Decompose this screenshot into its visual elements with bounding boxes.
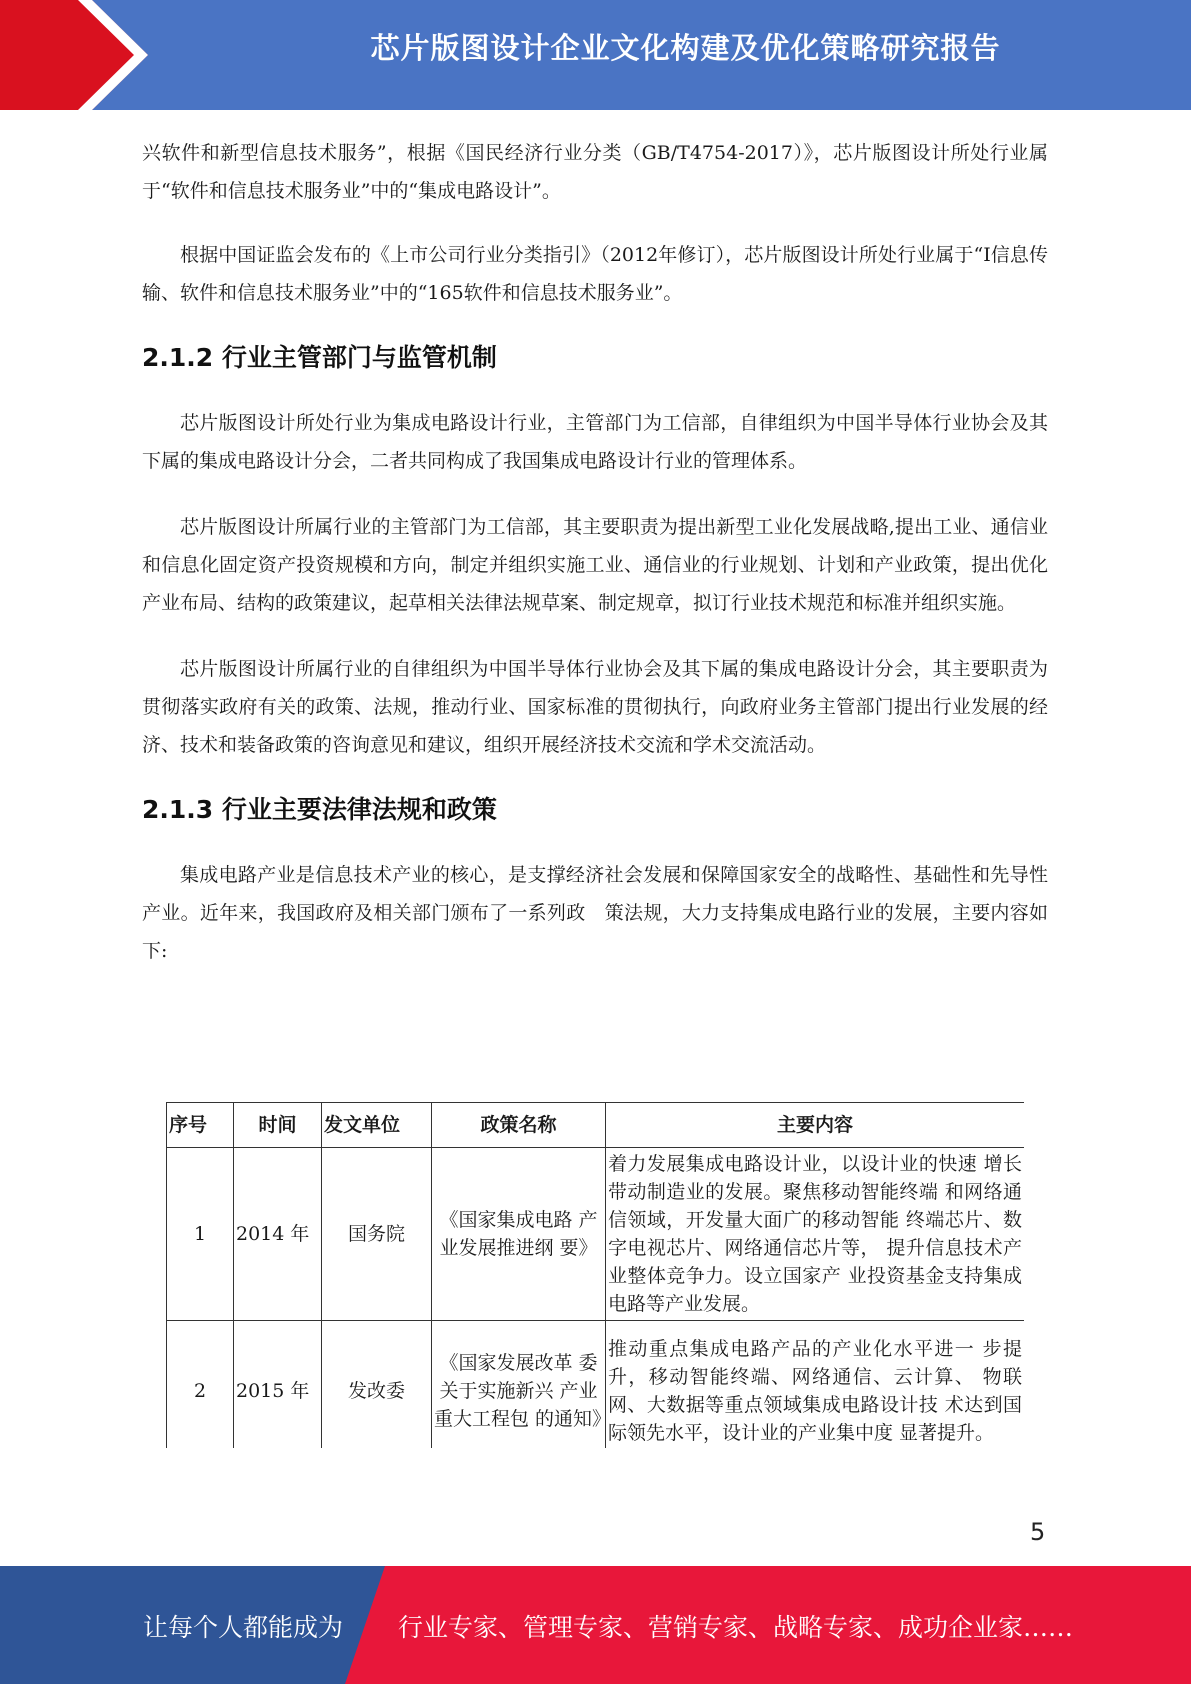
paragraph: 集成电路产业是信息技术产业的核心，是支撑经济社会发展和保障国家安全的战略性、基础性和先导性产业。近年来，我国政府及相关部门颁布了一系列政 策法规，大力支持集成电路行业的发展，主要内容如下: xyxy=(142,864,1048,962)
policy-table-container xyxy=(166,1102,1024,1448)
paragraph: 芯片版图设计所处行业为集成电路设计行业，主管部门为工信部，自律组织为中国半导体行业协会及其下属的集成电路设计分会，二者共同构成了我国集成电路设计行业的管理体系。 xyxy=(142,412,1048,472)
cell-unit: 发改委 xyxy=(322,1321,432,1449)
cell-no: 2 xyxy=(167,1321,234,1449)
table-header-row xyxy=(167,1103,1025,1148)
policy-table xyxy=(166,1102,1024,1448)
cell-content: 推动重点集成电路产品的产业化水平进一 步提升，移动智能终端、网络通信、云计算、 物联网、大数据等重点领域集成电路设计技 术达到国际领先水平，设计业的产业集中度 显著提升。 xyxy=(606,1321,1025,1449)
cell-content: 着力发展集成电路设计业，以设计业的快速 增长带动制造业的发展。聚焦移动智能终端 和网络通信领域，开发量大面广的移动智能 终端芯片、数字电视芯片、网络通信芯片等， 提升信息技术产业整体竞争力。设立国家产 业投资基金支持集成电路等产业发展。 xyxy=(606,1148,1025,1321)
footer-slogan-left: 让每个人都能成为 xyxy=(143,1613,344,1642)
cell-time: 2015 年 xyxy=(234,1321,322,1449)
cell-policy-name: 《国家集成电路 产业发展推进纲 要》 xyxy=(432,1148,606,1321)
table-row xyxy=(167,1321,1025,1449)
cell-no: 1 xyxy=(167,1148,234,1321)
section-heading-2-1-2: 2.1.2 行业主管部门与监管机制 xyxy=(142,343,497,372)
page-number: 5 xyxy=(1030,1518,1046,1546)
column-header: 政策名称 xyxy=(432,1103,606,1148)
column-header: 序号 xyxy=(167,1103,234,1148)
cell-policy-name: 《国家发展改革 委关于实施新兴 产业重大工程包 的通知》 xyxy=(432,1321,606,1449)
document-body xyxy=(142,134,1048,998)
cell-time: 2014 年 xyxy=(234,1148,322,1321)
column-header: 时间 xyxy=(234,1103,322,1148)
paragraph: 芯片版图设计所属行业的主管部门为工信部，其主要职责为提出新型工业化发展战略,提出工业、通信业和信息化固定资产投资规模和方向，制定并组织实施工业、通信业的行业规划、计划和产业政策，提出优化产业布局、结构的政策建议，起草相关法律法规草案、制定规章，拟订行业技术规范和标准并组织实施。 xyxy=(142,516,1048,614)
paragraph: 根据中国证监会发布的《上市公司行业分类指引》（2012年修订），芯片版图设计所处行业属于“I信息传输、软件和信息技术服务业”中的“165软件和信息技术服务业”。 xyxy=(142,244,1048,304)
page-header xyxy=(0,0,1191,110)
table-row xyxy=(167,1148,1025,1321)
paragraph: 芯片版图设计所属行业的自律组织为中国半导体行业协会及其下属的集成电路设计分会，其主要职责为贯彻落实政府有关的政策、法规，推动行业、国家标准的贯彻执行，向政府业务主管部门提出行业发展的经济、技术和装备政策的咨询意见和建议，组织开展经济技术交流和学术交流活动。 xyxy=(142,658,1048,756)
column-header: 发文单位 xyxy=(322,1103,432,1148)
section-heading-2-1-3: 2.1.3 行业主要法律法规和政策 xyxy=(142,795,497,824)
cell-unit: 国务院 xyxy=(322,1148,432,1321)
report-title: 芯片版图设计企业文化构建及优化策略研究报告 xyxy=(370,31,1001,65)
paragraph: 兴软件和新型信息技术服务”，根据《国民经济行业分类（GB/T4754-2017）》，芯片版图设计所处行业属于“软件和信息技术服务业”中的“集成电路设计”。 xyxy=(142,142,1048,202)
footer-slogan-right: 行业专家、管理专家、营销专家、战略专家、成功企业家…… xyxy=(398,1613,1074,1642)
column-header: 主要内容 xyxy=(606,1103,1025,1148)
